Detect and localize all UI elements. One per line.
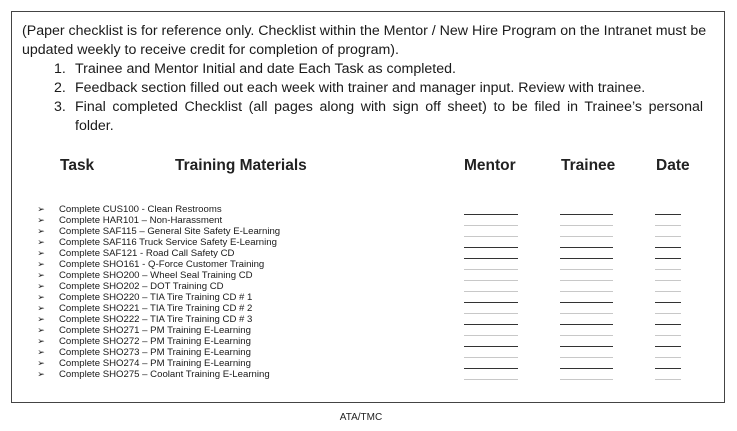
step-number: 2. bbox=[54, 80, 66, 96]
task-label: Complete SHO273 – PM Training E-Learning bbox=[59, 347, 251, 358]
task-row bbox=[36, 259, 716, 270]
task-label: Complete SHO220 – TIA Tire Training CD # 1 bbox=[59, 292, 253, 303]
arrow-bullet-icon: ➢ bbox=[37, 226, 45, 236]
arrow-bullet-icon: ➢ bbox=[37, 314, 45, 324]
mentor-initial-line[interactable] bbox=[464, 379, 518, 380]
task-row bbox=[36, 248, 716, 259]
task-label: Complete SHO202 – DOT Training CD bbox=[59, 281, 224, 292]
task-row bbox=[36, 303, 716, 314]
arrow-bullet-icon: ➢ bbox=[37, 369, 45, 379]
task-label: Complete SHO222 – TIA Tire Training CD # 3 bbox=[59, 314, 253, 325]
arrow-bullet-icon: ➢ bbox=[37, 292, 45, 302]
task-label: Complete SHO271 – PM Training E-Learning bbox=[59, 325, 251, 336]
step-text: Trainee and Mentor Initial and date Each Task as completed. bbox=[75, 61, 456, 77]
step-text: Feedback section filled out each week with trainer and manager input. Review with trainee. bbox=[75, 80, 646, 96]
task-header: Task bbox=[60, 157, 95, 174]
task-row bbox=[36, 336, 716, 347]
task-row bbox=[36, 204, 716, 215]
arrow-bullet-icon: ➢ bbox=[37, 347, 45, 357]
task-label: Complete SHO275 – Coolant Training E-Learning bbox=[59, 369, 270, 380]
training-materials-header: Training Materials bbox=[175, 157, 307, 174]
arrow-bullet-icon: ➢ bbox=[37, 325, 45, 335]
task-label: Complete SAF115 – General Site Safety E-Learning bbox=[59, 226, 281, 237]
trainee-header: Trainee bbox=[561, 157, 616, 174]
step-number: 1. bbox=[54, 61, 66, 77]
date-line[interactable] bbox=[655, 379, 681, 380]
task-label: Complete SHO221 – TIA Tire Training CD # 2 bbox=[59, 303, 253, 314]
intro-text bbox=[22, 22, 712, 60]
task-row bbox=[36, 226, 716, 237]
step-item bbox=[54, 98, 703, 136]
task-row bbox=[36, 237, 716, 248]
arrow-bullet-icon: ➢ bbox=[37, 281, 45, 291]
arrow-bullet-icon: ➢ bbox=[37, 259, 45, 269]
task-label: Complete SAF121 - Road Call Safety CD bbox=[59, 248, 235, 259]
arrow-bullet-icon: ➢ bbox=[37, 358, 45, 368]
task-row bbox=[36, 270, 716, 281]
instruction-steps bbox=[54, 60, 703, 136]
task-label: Complete SHO272 – PM Training E-Learning bbox=[59, 336, 251, 347]
task-row bbox=[36, 369, 716, 380]
task-label: Complete HAR101 – Non-Harassment bbox=[59, 215, 223, 226]
trainee-initial-line[interactable] bbox=[560, 379, 613, 380]
task-row bbox=[36, 325, 716, 336]
step-number: 3. bbox=[54, 99, 66, 115]
task-label: Complete SHO274 – PM Training E-Learning bbox=[59, 358, 251, 369]
step-item bbox=[54, 79, 703, 98]
task-row bbox=[36, 314, 716, 325]
task-row bbox=[36, 215, 716, 226]
arrow-bullet-icon: ➢ bbox=[37, 237, 45, 247]
step-text: Final completed Checklist (all pages along with sign off sheet) to be filed in Trainee’s personal folder. bbox=[75, 99, 703, 134]
task-row bbox=[36, 281, 716, 292]
arrow-bullet-icon: ➢ bbox=[37, 248, 45, 258]
arrow-bullet-icon: ➢ bbox=[37, 204, 45, 214]
footer-source: ATA/TMC bbox=[339, 412, 383, 423]
task-label: Complete SAF116 Truck Service Safety E-Learning bbox=[59, 237, 277, 248]
task-label: Complete CUS100 - Clean Restrooms bbox=[59, 204, 222, 215]
arrow-bullet-icon: ➢ bbox=[37, 215, 45, 225]
arrow-bullet-icon: ➢ bbox=[37, 336, 45, 346]
task-row bbox=[36, 292, 716, 303]
task-row bbox=[36, 347, 716, 358]
task-label: Complete SHO161 - Q-Force Customer Training bbox=[59, 259, 265, 270]
task-list bbox=[36, 204, 716, 380]
step-item bbox=[54, 60, 703, 79]
task-label: Complete SHO200 – Wheel Seal Training CD bbox=[59, 270, 253, 281]
date-header: Date bbox=[656, 157, 690, 174]
task-row bbox=[36, 358, 716, 369]
arrow-bullet-icon: ➢ bbox=[37, 303, 45, 313]
intro-paragraph: (Paper checklist is for reference only. Checklist within the Mentor / New Hire Program on the Intranet must be updated weekly to receive credit for completion of program). bbox=[22, 23, 707, 58]
mentor-header: Mentor bbox=[464, 157, 516, 174]
arrow-bullet-icon: ➢ bbox=[37, 270, 45, 280]
